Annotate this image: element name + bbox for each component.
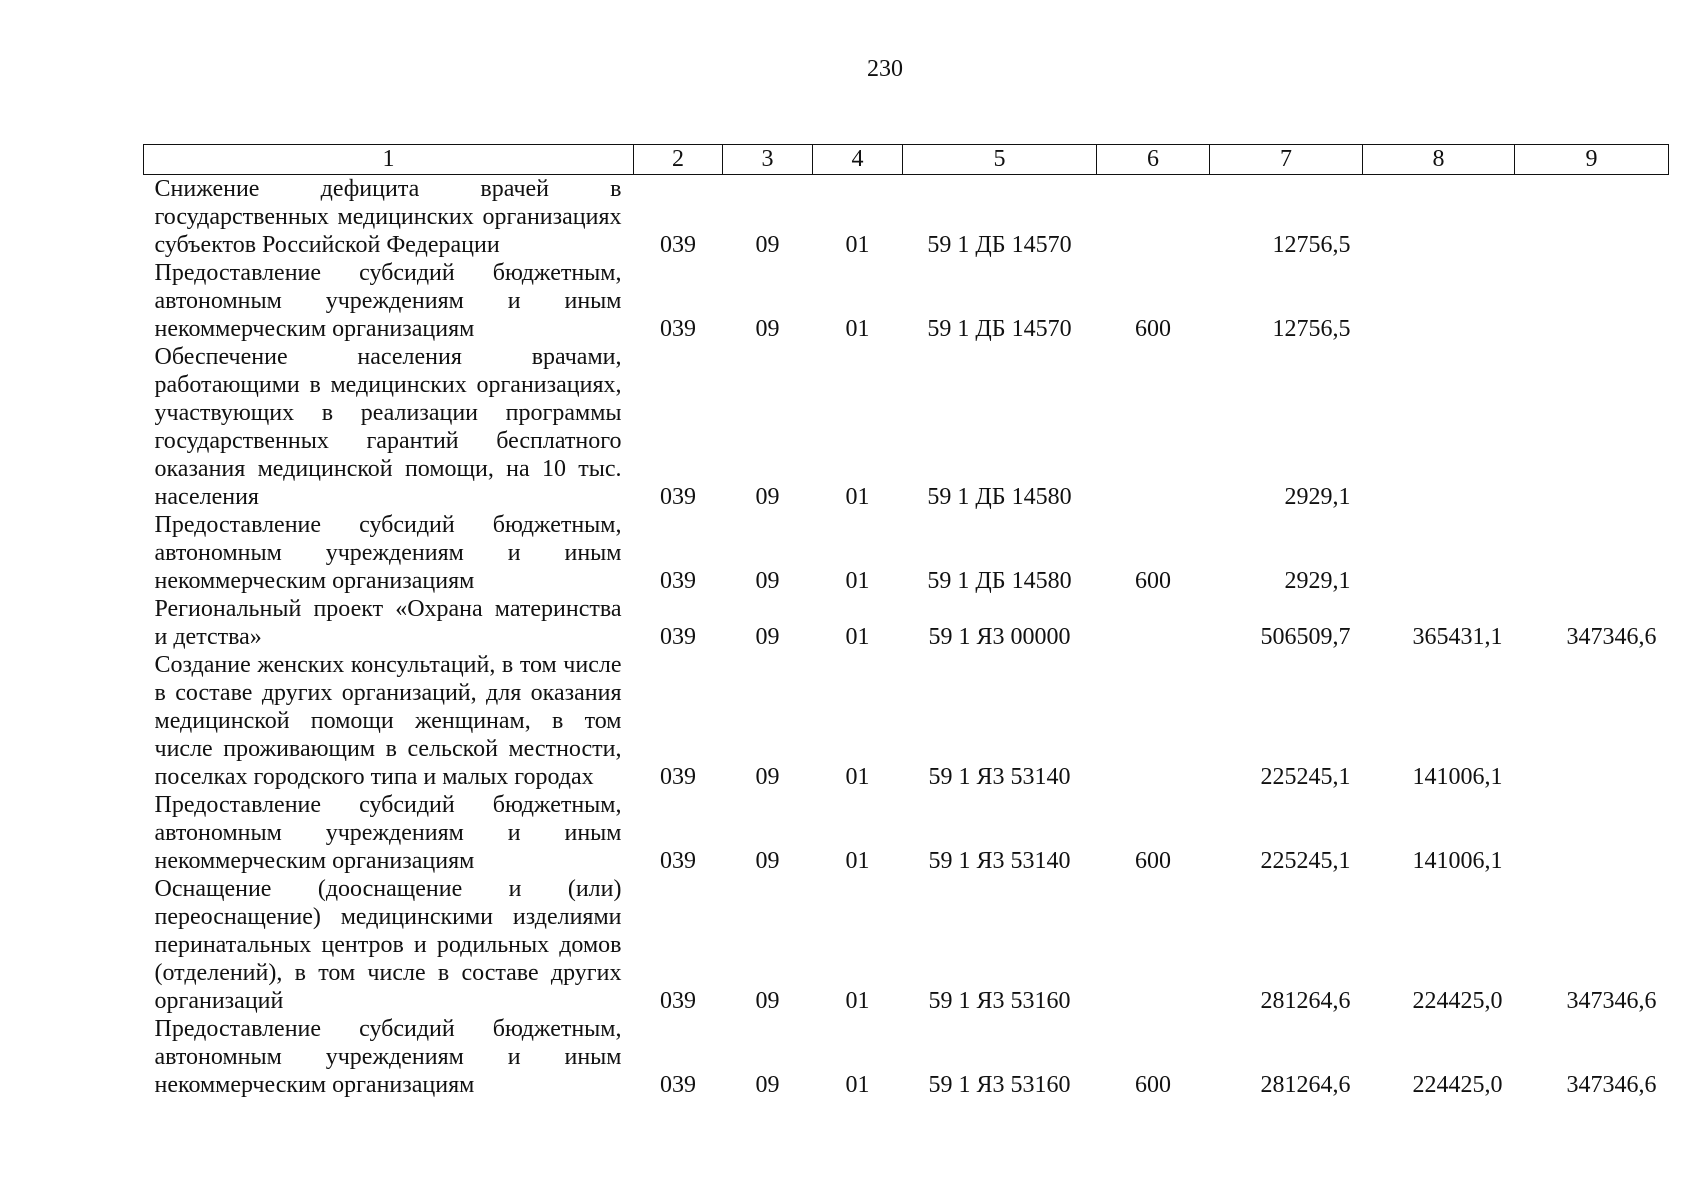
cell-amount-col8 (1363, 511, 1515, 595)
row-description: Обеспечение населения врачами, работающими в медицинских организациях, участвующих в реализации программы государственных гарантий бесплатного оказания медицинской помощи, на 10 тыс. населения (154, 344, 622, 510)
cell-amount-col9 (1515, 343, 1669, 511)
cell-expense-type: 600 (1135, 1072, 1171, 1098)
cell-section: 09 (755, 764, 780, 790)
cell-ministry-code: 039 (660, 568, 696, 594)
column-header-8: 8 (1363, 145, 1515, 175)
table-row (144, 651, 1669, 791)
column-header-6: 6 (1097, 145, 1210, 175)
cell-amount-col9: 347346,6 (1566, 624, 1657, 650)
cell-subsection: 01 (845, 848, 870, 874)
table-row (144, 875, 1669, 1015)
column-header-1: 1 (144, 145, 634, 175)
cell-amount-col7: 225245,1 (1260, 764, 1351, 790)
cell-amount-col8 (1363, 175, 1515, 260)
cell-section: 09 (755, 848, 780, 874)
row-description: Снижение дефицита врачей в государственных медицинских организациях субъектов Российской Федерации (154, 176, 622, 258)
budget-table (143, 144, 1669, 1099)
row-description: Оснащение (дооснащение и (или) переоснащение) медицинскими изделиями перинатальных центров и родильных домов (отделений), в том числе в составе других организаций (154, 876, 622, 1014)
column-header-2: 2 (634, 145, 723, 175)
cell-amount-col9 (1515, 511, 1669, 595)
cell-ministry-code: 039 (660, 624, 696, 650)
table-header-row (144, 145, 1669, 175)
column-header-5: 5 (903, 145, 1097, 175)
cell-amount-col9 (1515, 651, 1669, 791)
cell-amount-col9 (1515, 175, 1669, 260)
cell-ministry-code: 039 (660, 316, 696, 342)
cell-subsection: 01 (845, 232, 870, 258)
cell-ministry-code: 039 (660, 232, 696, 258)
cell-amount-col7: 225245,1 (1260, 848, 1351, 874)
cell-subsection: 01 (845, 1072, 870, 1098)
cell-target-article: 59 1 ДБ 14580 (927, 568, 1072, 594)
cell-amount-col7: 12756,5 (1272, 232, 1351, 258)
row-description: Предоставление субсидий бюджетным, автономным учреждениям и иным некоммерческим организациям (154, 1016, 622, 1098)
cell-expense-type (1097, 175, 1210, 260)
cell-expense-type: 600 (1135, 848, 1171, 874)
table-row (144, 259, 1669, 343)
table-row (144, 1015, 1669, 1099)
table-row (144, 595, 1669, 651)
cell-ministry-code: 039 (660, 764, 696, 790)
cell-amount-col7: 281264,6 (1260, 988, 1351, 1014)
cell-amount-col9 (1515, 259, 1669, 343)
cell-target-article: 59 1 Я3 53140 (928, 764, 1071, 790)
cell-amount-col7: 506509,7 (1260, 624, 1351, 650)
cell-expense-type (1097, 343, 1210, 511)
cell-section: 09 (755, 568, 780, 594)
cell-subsection: 01 (845, 624, 870, 650)
cell-amount-col9 (1515, 791, 1669, 875)
cell-amount-col8: 224425,0 (1412, 1072, 1503, 1098)
row-description: Региональный проект «Охрана материнства и детства» (154, 596, 622, 650)
table-row (144, 175, 1669, 260)
cell-target-article: 59 1 Я3 53160 (928, 1072, 1071, 1098)
cell-section: 09 (755, 232, 780, 258)
cell-amount-col7: 12756,5 (1272, 316, 1351, 342)
table-row (144, 343, 1669, 511)
cell-amount-col9: 347346,6 (1566, 1072, 1657, 1098)
cell-amount-col7: 2929,1 (1284, 568, 1351, 594)
cell-section: 09 (755, 316, 780, 342)
cell-subsection: 01 (845, 988, 870, 1014)
cell-ministry-code: 039 (660, 848, 696, 874)
cell-target-article: 59 1 ДБ 14570 (927, 232, 1072, 258)
cell-expense-type: 600 (1135, 568, 1171, 594)
cell-section: 09 (755, 624, 780, 650)
cell-amount-col8: 141006,1 (1412, 764, 1503, 790)
cell-subsection: 01 (845, 568, 870, 594)
cell-subsection: 01 (845, 484, 870, 510)
cell-target-article: 59 1 ДБ 14570 (927, 316, 1072, 342)
cell-amount-col8: 365431,1 (1412, 624, 1503, 650)
cell-amount-col8: 224425,0 (1412, 988, 1503, 1014)
table-row (144, 511, 1669, 595)
row-description: Создание женских консультаций, в том числе в составе других организаций, для оказания медицинской помощи женщинам, в том числе проживающим в сельской местности, поселках городского типа и малых городах (154, 652, 622, 790)
row-description: Предоставление субсидий бюджетным, автономным учреждениям и иным некоммерческим организациям (154, 260, 622, 342)
cell-target-article: 59 1 ДБ 14580 (927, 484, 1072, 510)
cell-amount-col8: 141006,1 (1412, 848, 1503, 874)
cell-expense-type (1097, 651, 1210, 791)
row-description: Предоставление субсидий бюджетным, автономным учреждениям и иным некоммерческим организациям (154, 792, 622, 874)
cell-section: 09 (755, 988, 780, 1014)
cell-target-article: 59 1 Я3 53160 (928, 988, 1071, 1014)
cell-ministry-code: 039 (660, 1072, 696, 1098)
column-header-9: 9 (1515, 145, 1669, 175)
column-header-7: 7 (1210, 145, 1363, 175)
table-row (144, 791, 1669, 875)
cell-target-article: 59 1 Я3 00000 (928, 624, 1071, 650)
cell-amount-col7: 2929,1 (1284, 484, 1351, 510)
cell-expense-type (1097, 875, 1210, 1015)
cell-amount-col8 (1363, 343, 1515, 511)
cell-subsection: 01 (845, 764, 870, 790)
cell-target-article: 59 1 Я3 53140 (928, 848, 1071, 874)
column-header-3: 3 (723, 145, 813, 175)
cell-subsection: 01 (845, 316, 870, 342)
row-description: Предоставление субсидий бюджетным, автономным учреждениям и иным некоммерческим организациям (154, 512, 622, 594)
cell-expense-type (1097, 595, 1210, 651)
page-number: 230 (867, 56, 903, 82)
cell-ministry-code: 039 (660, 988, 696, 1014)
column-header-4: 4 (813, 145, 903, 175)
cell-section: 09 (755, 1072, 780, 1098)
cell-amount-col7: 281264,6 (1260, 1072, 1351, 1098)
cell-ministry-code: 039 (660, 484, 696, 510)
cell-section: 09 (755, 484, 780, 510)
cell-amount-col8 (1363, 259, 1515, 343)
cell-amount-col9: 347346,6 (1566, 988, 1657, 1014)
cell-expense-type: 600 (1135, 316, 1171, 342)
